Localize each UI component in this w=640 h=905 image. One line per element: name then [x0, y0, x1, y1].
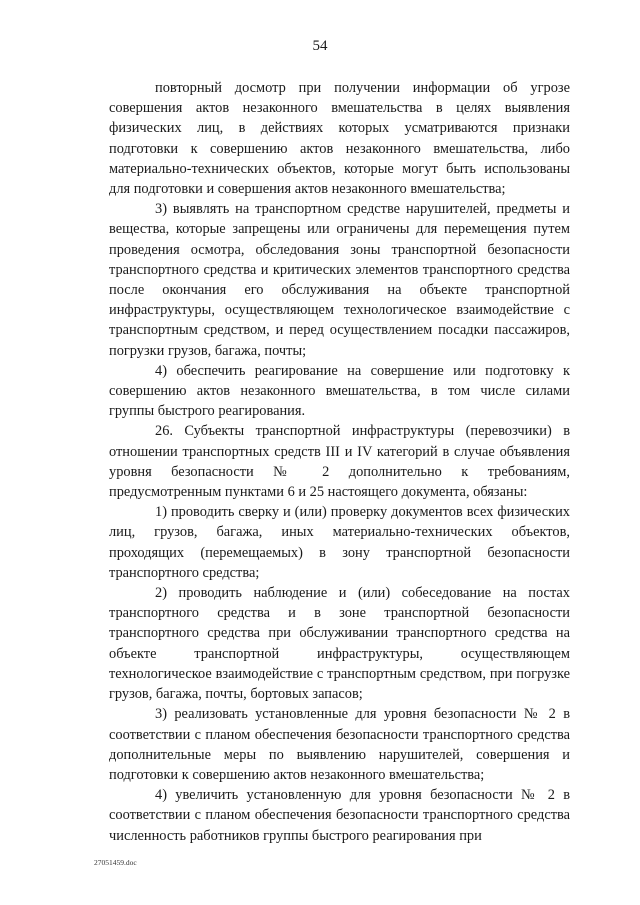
paragraph-section-26-item-4: 4) увеличить установленную для уровня безопасности № 2 в соответствии с планом обеспечения безопасности транспортного средства численность работников группы быстрого реагирования при: [109, 787, 570, 844]
paragraph-item-4-response: 4) обеспечить реагирование на совершение или подготовку к совершению актов незаконного вмешательства, в том числе силами группы быстрого реагирования.: [109, 362, 570, 420]
paragraph-section-26-item-1: 1) проводить сверку и (или) проверку документов всех физических лиц, грузов, багажа, иных материально-технических объектов, проходящих (перемещаемых) в зону транспортной безопасности транспортного средства;: [109, 504, 570, 581]
paragraph-section-26: 26. Субъекты транспортной инфраструктуры (перевозчики) в отношении транспортных средств III и IV категорий в случае объявления уровня безопасности № 2 дополнительно к требованиям, предусмотренным пунктами 6 и 25 настоящего документа, обязаны:: [109, 423, 570, 501]
paragraph-continued-inspection: повторный досмотр при получении информации об угрозе совершения актов незаконного вмешательства в целях выявления физических лиц, в действиях которых усматриваются признаки подготовки к совершению актов незаконного вмешательства, либо материально-технических объектов, которые могут быть использованы для подготовки и совершения актов незаконного вмешательства;: [109, 80, 570, 198]
paragraph-item-3-detect-violators: 3) выявлять на транспортном средстве нарушителей, предметы и вещества, которые запрещены или ограничены для перемещения путем проведения осмотра, обследования зоны транспортной безопасности транспортного средства и критических элементов транспортного средства после окончания его обслуживания на объекте транспортной инфраструктуры, осуществляющем технологическое взаимодействие с транспортным средством, и перед осуществлением посадки пассажиров, погрузки грузов, багажа, почты;: [109, 201, 570, 359]
document-footer-filename: 27051459.doc: [94, 858, 137, 867]
paragraph-section-26-item-3: 3) реализовать установленные для уровня безопасности № 2 в соответствии с планом обеспечения безопасности транспортного средства дополнительные меры по выявлению нарушителей, совершения и подготовки к совершению актов незаконного вмешательства;: [109, 706, 570, 783]
document-body: [109, 78, 570, 846]
paragraph-section-26-item-2: 2) проводить наблюдение и (или) собеседование на постах транспортного средства и в зоне транспортной безопасности транспортного средства при обслуживании транспортного средства на объекте транспортной инфраструктуры, осуществляющем технологическое взаимодействие с транспортным средством, при погрузке грузов, багажа, почты, бортовых запасов;: [109, 585, 570, 703]
page-number: 54: [312, 38, 328, 54]
